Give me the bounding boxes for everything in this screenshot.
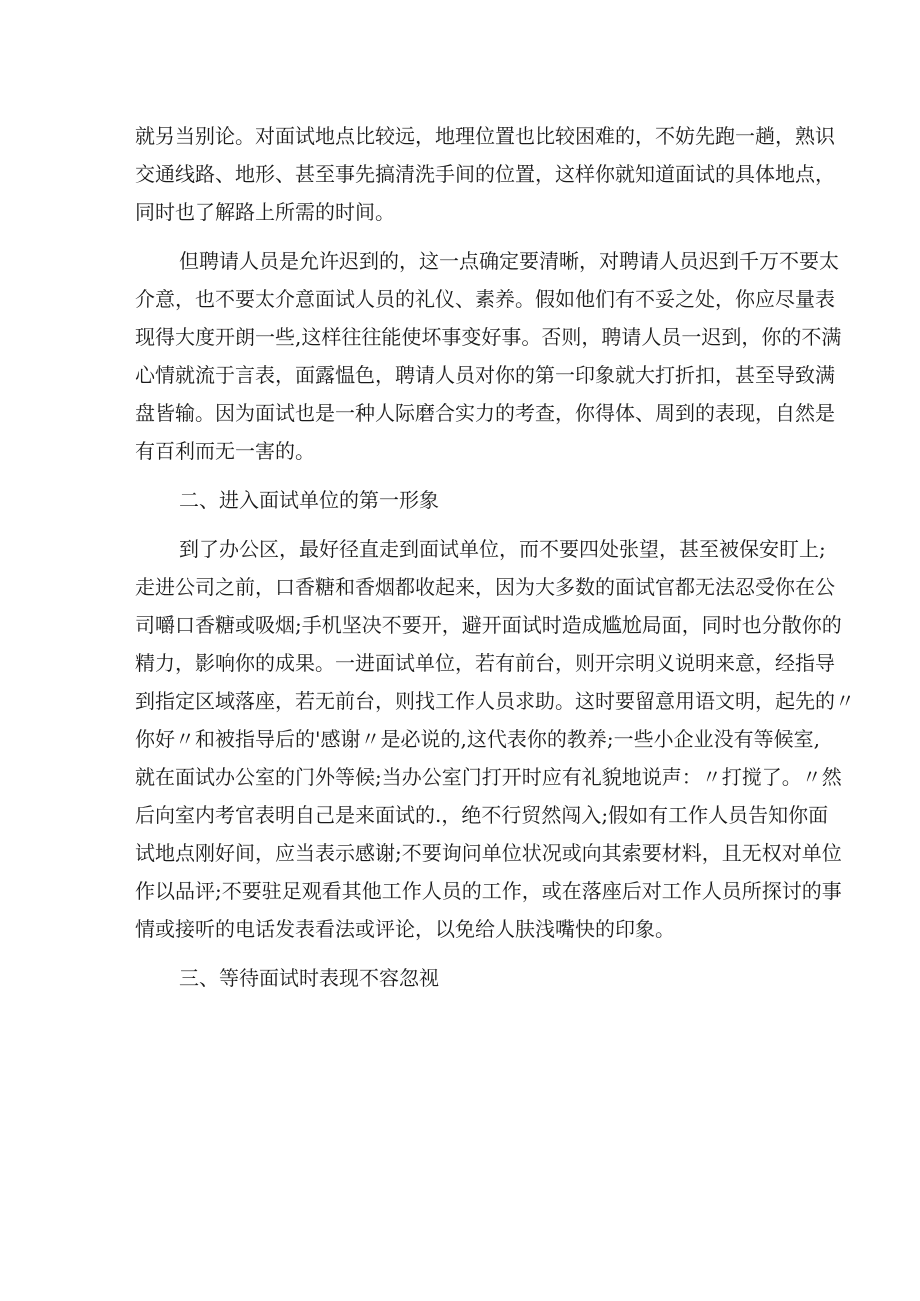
text-line: 后向室内考官表明自己是来面试的.，绝不行贸然闯入;假如有工作人员告知你面 — [135, 803, 829, 827]
text-line: 司嚼口香糖或吸烟;手机坚决不要开，避开面试时造成尴尬局面，同时也分散你的 — [135, 613, 842, 637]
paragraph — [135, 117, 835, 231]
text-line: 走进公司之前，口香糖和香烟都收起来，因为大多数的面试官都无法忍受你在公 — [135, 575, 835, 599]
text-line: 交通线路、地形、甚至事先搞清洗手间的位置，这样你就知道面试的具体地点， — [135, 162, 835, 186]
text-line: 介意，也不要太介意面试人员的礼仪、素养。假如他们有不妥之处，你应尽量表 — [135, 287, 835, 311]
text-line: 精力，影响你的成果。一进面试单位，若有前台，则开宗明义说明来意，经指导 — [135, 651, 835, 675]
section-heading — [135, 481, 790, 519]
text-line: 你好〃和被指导后的'感谢〃是必说的,这代表你的教养;一些小企业没有等候室, — [135, 727, 820, 751]
text-line: 但聘请人员是允许迟到的，这一点确定要清晰，对聘请人员迟到千万不要太 — [179, 249, 839, 273]
text-line: 情或接听的电话发表看法或评论，以免给人肤浅嘴快的印象。 — [135, 917, 675, 941]
heading-text: 二、进入面试单位的第一形象 — [179, 488, 439, 512]
text-line: 作以品评;不要驻足观看其他工作人员的工作，或在落座后对工作人员所探讨的事 — [135, 879, 842, 903]
text-line: 试地点刚好间，应当表示感谢;不要询问单位状况或向其索要材料，且无权对单位 — [135, 841, 842, 865]
text-line: 就在面试办公室的门外等候;当办公室门打开时应有礼貌地说声：〃打搅了。〃然 — [135, 765, 842, 789]
text-line: 盘皆输。因为面试也是一种人际磨合实力的考查，你得体、周到的表现，自然是 — [135, 401, 835, 425]
document-body — [135, 117, 855, 997]
text-line: 心情就流于言表，面露愠色，聘请人员对你的第一印象就大打折扣，甚至导致满 — [135, 363, 835, 387]
text-line: 到了办公区，最好径直走到面试单位，而不要四处张望，甚至被保安盯上; — [179, 537, 826, 561]
text-line: 同时也了解路上所需的时间。 — [135, 200, 395, 224]
paragraph — [135, 530, 855, 948]
text-line: 现得大度开朗一些,这样往往能使坏事变好事。否则，聘请人员一迟到，你的不满 — [135, 325, 842, 349]
heading-text: 三、等待面试时表现不容忽视 — [179, 966, 439, 990]
section-heading — [135, 959, 790, 997]
text-line: 有百利而无一害的。 — [135, 439, 315, 463]
paragraph — [135, 242, 842, 470]
text-line: 就另当别论。对面试地点比较远，地理位置也比较困难的，不妨先跑一趟，熟识 — [135, 124, 835, 148]
text-line: 到指定区域落座，若无前台，则找工作人员求助。这时要留意用语文明，起先的〃 — [135, 689, 855, 713]
